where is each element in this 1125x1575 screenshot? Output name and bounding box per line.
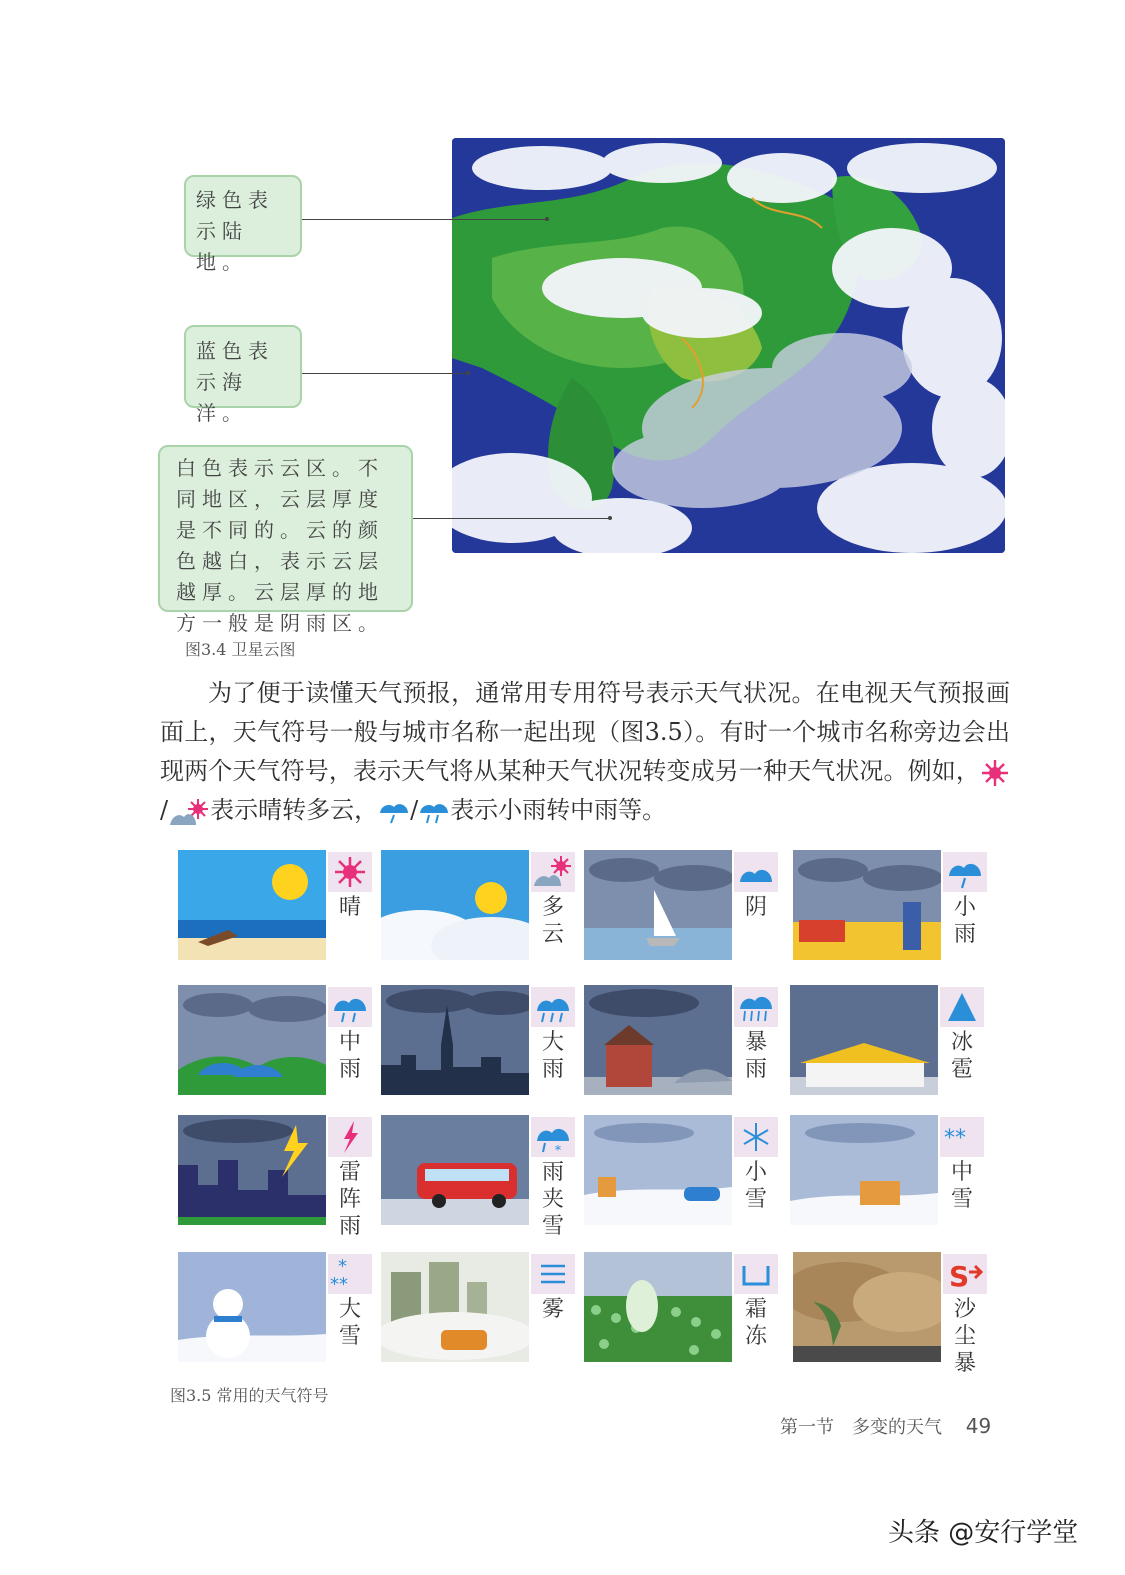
- thunderstorm-icon: [328, 1117, 372, 1157]
- snowman-scene-illustration: [178, 1252, 326, 1362]
- weather-cell-sunny: [178, 850, 378, 970]
- weather-cell-partly-cloudy: [381, 850, 581, 970]
- clouds-scene-illustration: [381, 850, 529, 960]
- beach-scene-illustration: [178, 850, 326, 960]
- weather-label: 沙尘暴: [953, 1297, 976, 1376]
- hail-icon: [940, 987, 984, 1027]
- svg-text:**: **: [944, 1126, 966, 1151]
- sun-icon: [328, 852, 372, 892]
- callout-cloud: [158, 445, 413, 635]
- rainstorm-icon: [734, 987, 778, 1027]
- frost-icon: [734, 1254, 778, 1294]
- satellite-cloud-image: [452, 138, 1005, 553]
- sandstorm-scene-illustration: [793, 1252, 941, 1362]
- weather-cell-frost: [584, 1252, 784, 1372]
- callout-land: [184, 175, 302, 274]
- weather-cell-heavy-rain: [381, 985, 581, 1105]
- light-snow-icon: [734, 1117, 778, 1157]
- svg-text:**: **: [330, 1274, 348, 1294]
- weather-label: 中雨: [338, 1030, 361, 1082]
- sailboat-scene-illustration: [584, 850, 732, 960]
- section-title: 第一节 多变的天气: [780, 1417, 942, 1438]
- weather-label: 雾: [541, 1297, 564, 1322]
- umbrella-scene-illustration: [178, 985, 326, 1095]
- partly-cloudy-icon: [531, 852, 575, 892]
- snow-house-scene-illustration: [790, 1115, 938, 1225]
- weather-label: 小雨: [953, 895, 976, 947]
- fog-car-scene-illustration: [381, 1252, 529, 1362]
- weather-label: 冰雹: [950, 1030, 973, 1082]
- weather-label: 霜冻: [744, 1297, 767, 1349]
- paragraph-slash-1: /: [160, 796, 169, 824]
- weather-label: 小雪: [744, 1160, 767, 1212]
- weather-cell-rainstorm: [584, 985, 784, 1105]
- weather-cell-sleet: [381, 1115, 581, 1239]
- moderate-snow-icon: [940, 1117, 984, 1157]
- weather-label: 多云: [541, 895, 564, 947]
- weather-cell-moderate-rain: [178, 985, 378, 1105]
- svg-text:*: *: [338, 1256, 347, 1277]
- paragraph-text-part1: 为了便于读懂天气预报，通常用专用符号表示天气状况。在电视天气预报画面上，天气符号一般与城市名称一起出现（图3.5）。有时一个城市名称旁边会出现两个天气符号，表示天气将从某种天气状况转变成另一种天气状况。例如，: [160, 679, 1010, 785]
- light-rain-icon: [378, 797, 410, 827]
- weather-label: 暴雨: [744, 1030, 767, 1082]
- hail-house-scene-illustration: [790, 985, 938, 1095]
- callout-ocean: [184, 325, 302, 425]
- callout-ocean-text: 蓝色表示海洋。: [196, 339, 274, 425]
- figure-3-5-caption: 图3.5 常用的天气符号: [170, 1386, 329, 1405]
- weather-symbols-grid: [178, 850, 998, 1376]
- page-number: 49: [965, 1414, 992, 1438]
- weather-cell-light-snow: [584, 1115, 784, 1235]
- overcast-icon: [734, 852, 778, 892]
- weather-cell-overcast: [584, 850, 784, 970]
- heavy-rain-icon: [531, 987, 575, 1027]
- partly-cloudy-icon: [168, 797, 210, 827]
- light-rain-icon: [943, 852, 987, 892]
- snow-car-scene-illustration: [584, 1115, 732, 1225]
- weather-cell-fog: [381, 1252, 581, 1372]
- weather-label: 雨夹雪: [541, 1160, 564, 1239]
- moderate-rain-icon: [418, 797, 450, 827]
- leader-line-land: [302, 219, 547, 220]
- weather-label: 中雪: [950, 1160, 973, 1212]
- weather-label: 阴: [744, 895, 767, 920]
- leader-line-cloud: [413, 518, 610, 519]
- paragraph-text-part3: 表示小雨转中雨等。: [450, 796, 667, 824]
- watermark: 头条 @安行学堂: [888, 1518, 1079, 1548]
- paragraph-slash-2: /: [410, 796, 419, 824]
- weather-cell-heavy-snow: [178, 1252, 378, 1372]
- body-paragraph: [160, 674, 1010, 830]
- paragraph-text-part2: 表示晴转多云，: [210, 796, 379, 824]
- bus-scene-illustration: [381, 1115, 529, 1225]
- weather-cell-thunderstorm: [178, 1115, 378, 1239]
- moderate-rain-icon: [328, 987, 372, 1027]
- weather-label: 大雨: [541, 1030, 564, 1082]
- weather-label: 雷阵雨: [338, 1160, 361, 1239]
- weather-cell-moderate-snow: [790, 1115, 990, 1235]
- callout-cloud-text: 白色表示云区。不同地区，云层厚度是不同的。云的颜色越白，表示云层越厚。云层厚的地方一般是阴雨区。: [176, 456, 384, 635]
- callout-land-text: 绿色表示陆地。: [196, 188, 274, 274]
- sleet-icon: [531, 1117, 575, 1157]
- weather-label: 大雪: [338, 1297, 361, 1349]
- fog-icon: [531, 1254, 575, 1294]
- page-footer: [780, 1413, 991, 1439]
- weather-cell-sandstorm: [793, 1252, 993, 1376]
- svg-text:S: S: [949, 1260, 970, 1293]
- city-lightning-scene-illustration: [178, 1115, 326, 1225]
- leader-line-ocean: [302, 373, 468, 374]
- frost-crop-scene-illustration: [584, 1252, 732, 1362]
- svg-text:*: *: [555, 1143, 561, 1157]
- sun-icon: [980, 758, 1010, 788]
- city-rain-scene-illustration: [381, 985, 529, 1095]
- figure-3-4-caption: 图3.4 卫星云图: [185, 640, 296, 659]
- house-storm-scene-illustration: [584, 985, 732, 1095]
- farmer-scene-illustration: [793, 850, 941, 960]
- sandstorm-icon: [943, 1254, 987, 1294]
- heavy-snow-icon: [328, 1254, 372, 1294]
- weather-cell-hail: [790, 985, 990, 1105]
- weather-cell-light-rain: [793, 850, 993, 970]
- weather-label: 晴: [338, 895, 361, 920]
